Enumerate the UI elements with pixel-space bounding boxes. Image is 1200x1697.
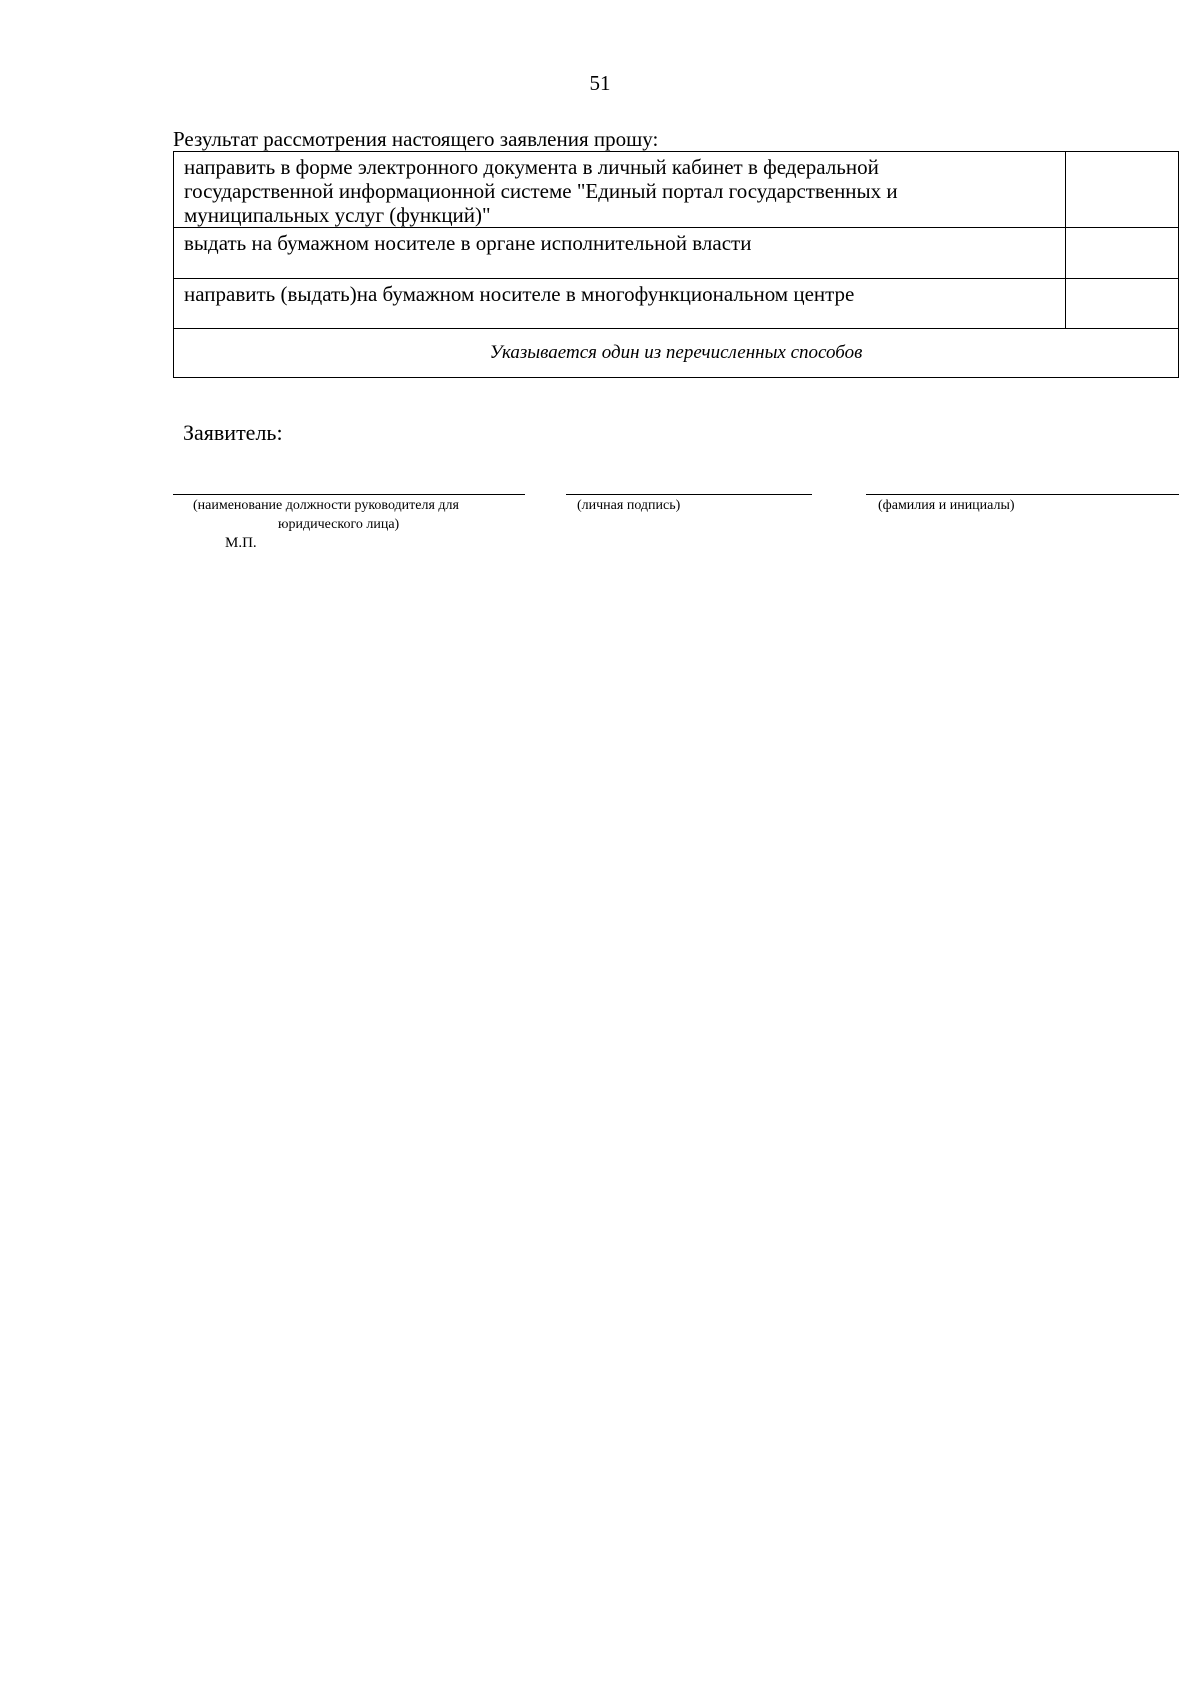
- option-line: выдать на бумажном носителе в органе исполнительной власти: [184, 231, 752, 255]
- delivery-options-table: [173, 151, 1179, 378]
- page-number: 51: [589, 71, 611, 95]
- options-note: Указывается один из перечисленных способов: [174, 329, 1179, 378]
- full-name-signature-line[interactable]: [866, 494, 1179, 495]
- table-row: [174, 329, 1179, 378]
- option-text-paper-authority: [174, 228, 1066, 279]
- signature-caption: (личная подпись): [577, 498, 681, 513]
- table-row: [174, 279, 1179, 329]
- option-text-paper-mfc: [174, 279, 1066, 329]
- personal-signature-line[interactable]: [566, 494, 812, 495]
- request-intro: Результат рассмотрения настоящего заявления прошу:: [173, 127, 659, 151]
- table-row: [174, 152, 1179, 228]
- option-line: государственной информационной системе "Единый портал государственных и: [184, 179, 898, 203]
- position-caption-line-1: (наименование должности руководителя для: [193, 498, 459, 513]
- option-checkbox-paper-mfc[interactable]: [1065, 279, 1178, 329]
- table-row: [174, 228, 1179, 279]
- option-checkbox-paper-authority[interactable]: [1065, 228, 1178, 279]
- option-text-electronic: [174, 152, 1066, 228]
- seal-label: М.П.: [225, 535, 257, 551]
- option-line: муниципальных услуг (функций)": [184, 203, 491, 227]
- position-caption-line-2: юридического лица): [278, 517, 400, 532]
- applicant-label: Заявитель:: [183, 420, 283, 445]
- position-signature-line[interactable]: [173, 494, 525, 495]
- option-checkbox-electronic[interactable]: [1065, 152, 1178, 228]
- option-line: направить в форме электронного документа в личный кабинет в федеральной: [184, 155, 879, 179]
- option-line: направить (выдать)на бумажном носителе в многофункциональном центре: [184, 282, 855, 306]
- name-caption: (фамилия и инициалы): [878, 498, 1015, 513]
